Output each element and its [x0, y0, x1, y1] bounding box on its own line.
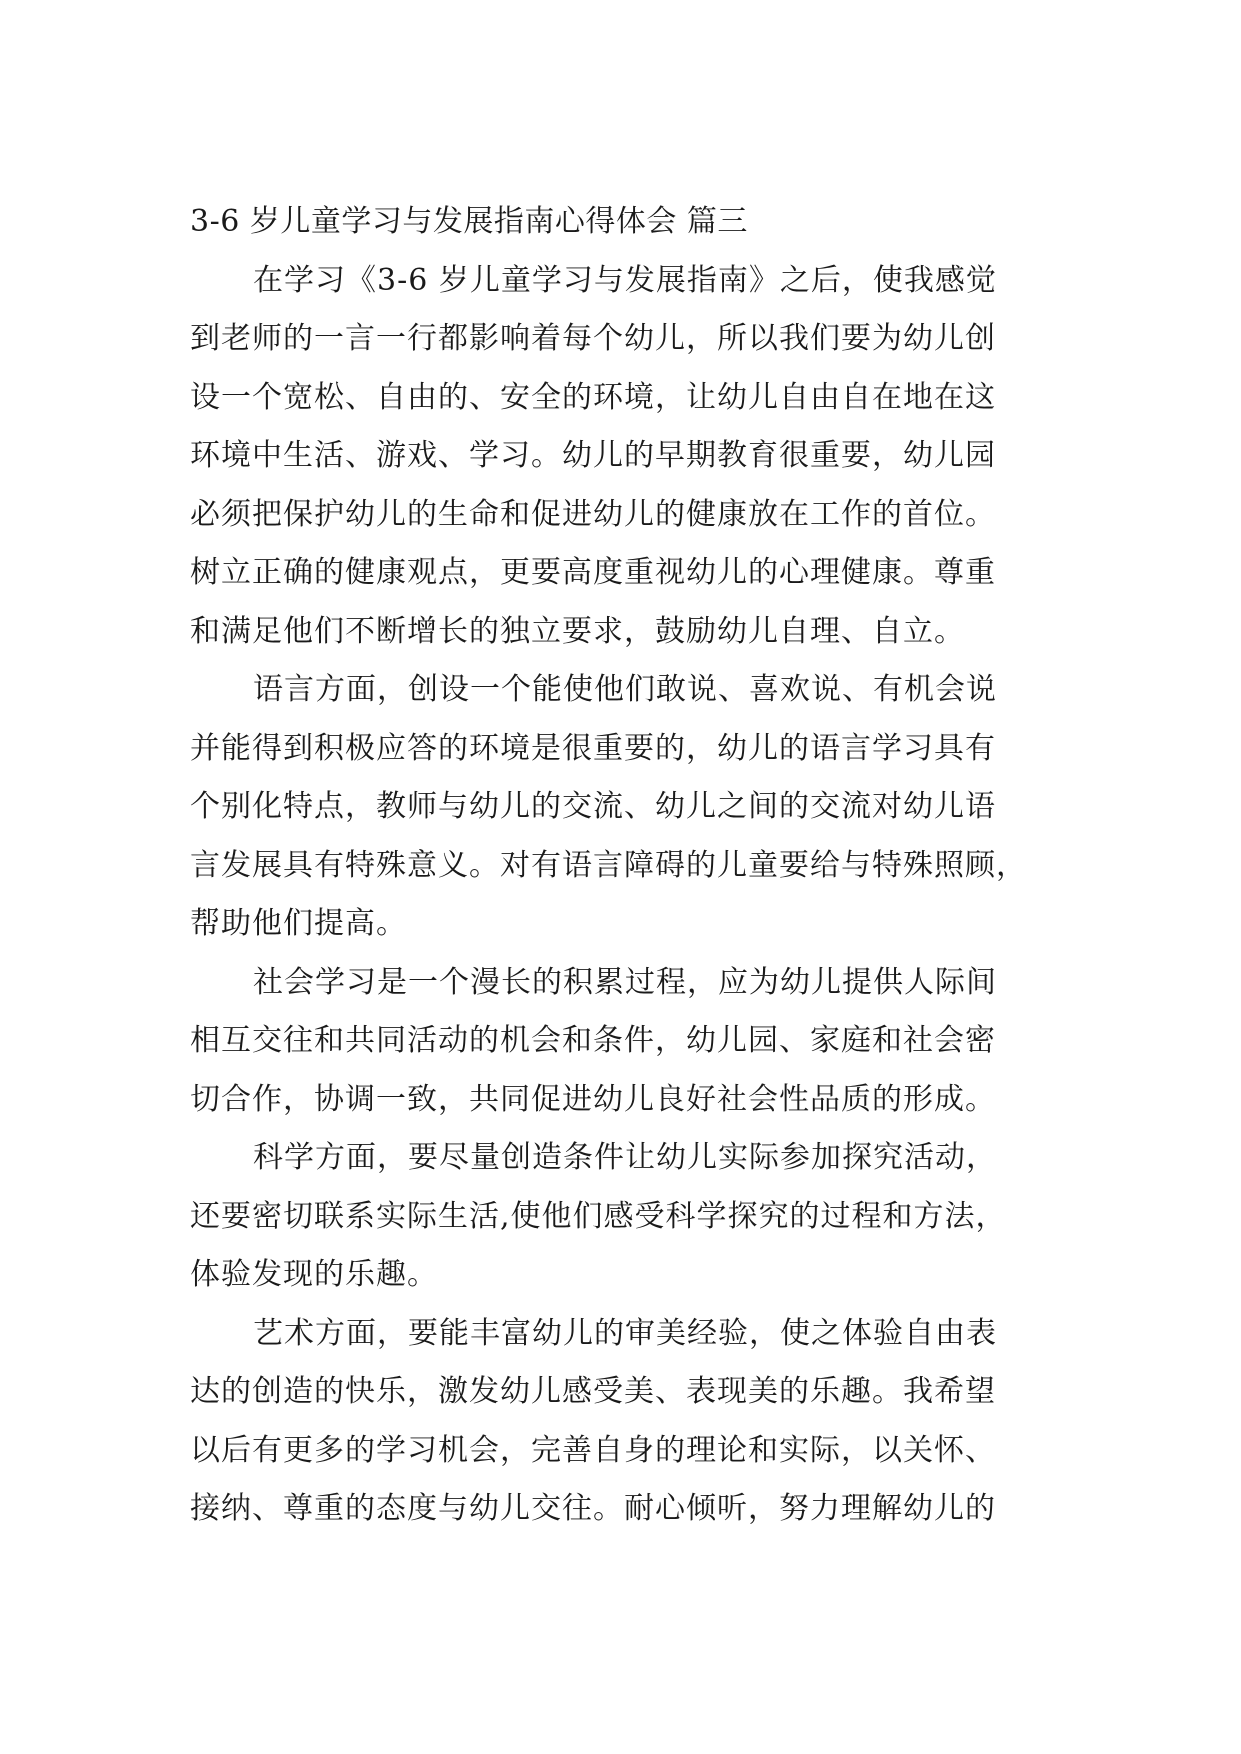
paragraph-line: 体验发现的乐趣。 — [190, 1257, 438, 1292]
paragraph-first-line: 社会学习是一个漫长的积累过程，应为幼儿提供人际间 — [253, 964, 997, 1000]
paragraph-line: 帮助他们提高。 — [190, 906, 407, 941]
paragraph-line: 言发展具有特殊意义。对有语言障碍的儿童要给与特殊照顾， — [190, 847, 1027, 883]
paragraph-line: 还要密切联系实际生活,使他们感受科学探究的过程和方法， — [190, 1198, 1007, 1234]
paragraph-line: 切合作，协调一致，共同促进幼儿良好社会性品质的形成。 — [190, 1081, 996, 1117]
paragraph-line: 并能得到积极应答的环境是很重要的，幼儿的语言学习具有 — [190, 730, 996, 766]
paragraph-line: 达的创造的快乐，激发幼儿感受美、表现美的乐趣。我希望 — [190, 1374, 996, 1409]
paragraph-line: 必须把保护幼儿的生命和促进幼儿的健康放在工作的首位。 — [190, 496, 996, 532]
paragraph-line: 树立正确的健康观点，更要高度重视幼儿的心理健康。尊重 — [190, 555, 996, 590]
paragraph-line: 和满足他们不断增长的独立要求，鼓励幼儿自理、自立。 — [190, 613, 965, 649]
paragraph-line: 到老师的一言一行都影响着每个幼儿，所以我们要为幼儿创 — [190, 321, 996, 356]
document-body — [190, 193, 1070, 1539]
paragraph-line: 接纳、尊重的态度与幼儿交往。耐心倾听，努力理解幼儿的 — [190, 1491, 996, 1526]
paragraph-line: 相互交往和共同活动的机会和条件，幼儿园、家庭和社会密 — [190, 1023, 996, 1058]
paragraph-line: 环境中生活、游戏、学习。幼儿的早期教育很重要，幼儿园 — [190, 438, 996, 473]
document-title: 3-6 岁儿童学习与发展指南心得体会 篇三 — [190, 204, 748, 239]
paragraph-line: 以后有更多的学习机会，完善自身的理论和实际，以关怀、 — [190, 1432, 996, 1468]
paragraph-line: 设一个宽松、自由的、安全的环境，让幼儿自由自在地在这 — [190, 379, 996, 415]
paragraph-line: 个别化特点，教师与幼儿的交流、幼儿之间的交流对幼儿语 — [190, 789, 996, 824]
paragraph-first-line: 语言方面，创设一个能使他们敢说、喜欢说、有机会说 — [253, 672, 997, 707]
paragraph-first-line: 科学方面，要尽量创造条件让幼儿实际参加探究活动， — [253, 1140, 997, 1175]
paragraph-first-line: 在学习《3-6 岁儿童学习与发展指南》之后，使我感觉 — [253, 262, 997, 298]
paragraph-first-line: 艺术方面，要能丰富幼儿的审美经验，使之体验自由表 — [253, 1315, 997, 1351]
